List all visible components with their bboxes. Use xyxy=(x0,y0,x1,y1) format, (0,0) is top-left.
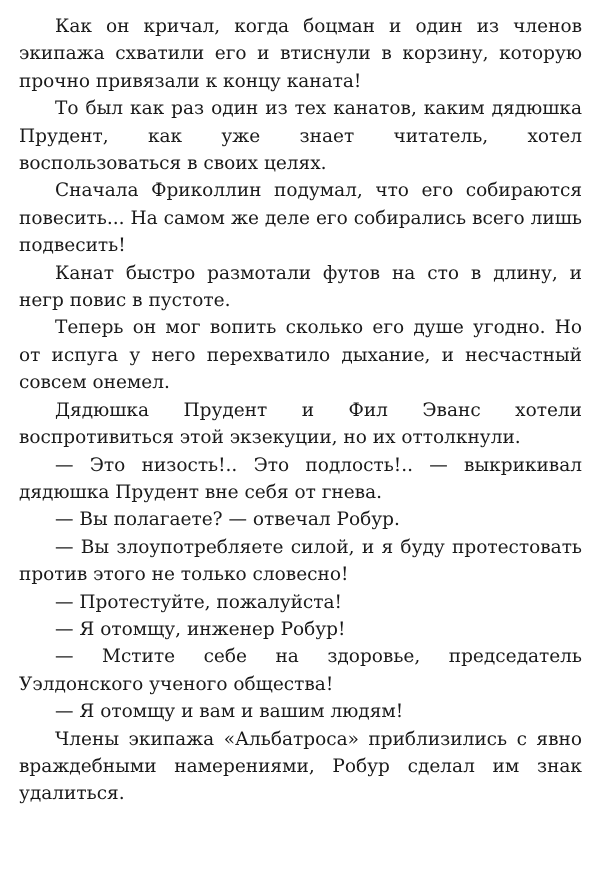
paragraph-7: — Это низость!.. Это подлость!.. — выкрикивал дядюшка Прудент вне себя от гнева. xyxy=(19,454,582,503)
paragraph-10: — Протестуйте, пожалуйста! xyxy=(55,591,342,613)
paragraph-8: — Вы полагаете? — отвечал Робур. xyxy=(55,509,400,531)
paragraph-3: Сначала Фриколлин подумал, что его собираются повесить... На самом же деле его собирались всего лишь подвесить! xyxy=(19,180,582,257)
paragraph-14: Члены экипажа «Альбатроса» приблизились с явно враждебными намерениями, Робур сделал им знак удалиться. xyxy=(19,728,582,805)
paragraph-2: То был как раз один из тех канатов, каким дядюшка Прудент, как уже знает читатель, хотел воспользоваться в своих целях. xyxy=(19,98,582,175)
paragraph-13: — Я отомщу и вам и вашим людям! xyxy=(55,701,404,723)
paragraph-6: Дядюшка Прудент и Фил Эванс хотели воспротивиться этой экзекуции, но их оттолкнули. xyxy=(19,399,582,449)
paragraph-1: Как он кричал, когда боцман и один из членов экипажа схватили его и втиснули в корзину, которую прочно привязали к концу каната! xyxy=(19,16,582,92)
paragraph-9: — Вы злоупотребляете силой, и я буду протестовать против этого не только словесно! xyxy=(19,536,582,586)
paragraph-5: Теперь он мог вопить сколько его душе угодно. Но от испуга у него перехватило дыхание, и несчастный совсем онемел. xyxy=(19,317,582,394)
paragraph-12: — Мстите себе на здоровье, председатель Уэлдонского ученого общества! xyxy=(19,646,582,695)
paragraph-11: — Я отомщу, инженер Робур! xyxy=(55,618,346,640)
paragraph-4: Канат быстро размотали футов на сто в длину, и негр повис в пустоте. xyxy=(19,262,582,312)
